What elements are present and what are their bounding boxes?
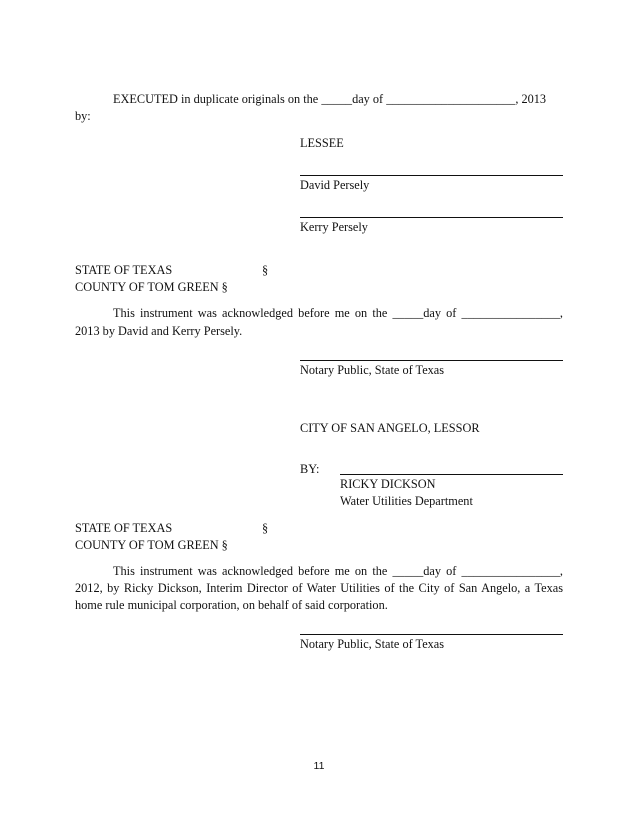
acknowledgment-2-line-2: 2012, by Ricky Dickson, Interim Director of Water Utilities of the City of San Angelo, a Texas [75, 581, 563, 595]
section-mark-1: § [262, 263, 269, 277]
executed-clause: EXECUTED in duplicate originals on the _____day of _____________________, 2013 [113, 92, 547, 106]
signature-line-david [300, 175, 563, 176]
lessor-signer-name: RICKY DICKSON [340, 477, 436, 491]
signature-line-kerry [300, 217, 563, 218]
page-number: 11 [313, 760, 325, 772]
signer-kerry-persely: Kerry Persely [300, 220, 368, 234]
notary-label-1: Notary Public, State of Texas [300, 363, 445, 377]
section-mark-2: § [262, 521, 269, 535]
acknowledgment-2-line-1: This instrument was acknowledged before me on the _____day of ________________, [113, 564, 563, 578]
acknowledgment-1-line-2: 2013 by David and Kerry Persely. [75, 324, 243, 338]
lessor-heading: CITY OF SAN ANGELO, LESSOR [300, 421, 480, 435]
venue-state-1: STATE OF TEXAS [75, 263, 173, 277]
venue-state-2: STATE OF TEXAS [75, 521, 173, 535]
executed-by-label: by: [75, 109, 91, 123]
acknowledgment-1-line-1: This instrument was acknowledged before me on the _____day of ________________, [113, 306, 563, 320]
signer-david-persely: David Persely [300, 178, 370, 192]
venue-county-2: COUNTY OF TOM GREEN § [75, 538, 228, 552]
acknowledgment-2-line-3: home rule municipal corporation, on behalf of said corporation. [75, 598, 388, 612]
lessee-heading: LESSEE [300, 136, 344, 150]
notary-signature-line-2 [300, 634, 563, 635]
notary-signature-line-1 [300, 360, 563, 361]
lessor-signer-department: Water Utilities Department [340, 494, 473, 508]
lessor-by-label: BY: [300, 462, 320, 476]
venue-county-1: COUNTY OF TOM GREEN § [75, 280, 228, 294]
lessor-signature-line [340, 474, 563, 475]
notary-label-2: Notary Public, State of Texas [300, 637, 445, 651]
